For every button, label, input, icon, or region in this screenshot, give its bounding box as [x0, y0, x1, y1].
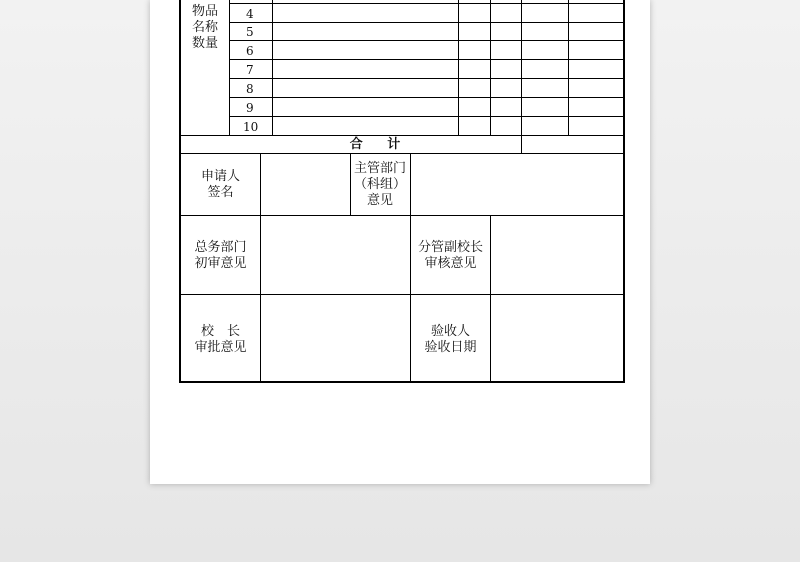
principal-label: 校 长 审批意见: [194, 324, 247, 355]
bottom-border: [179, 381, 625, 383]
acceptance-field[interactable]: [491, 295, 623, 381]
row-line: [229, 78, 624, 79]
vice-principal-field[interactable]: [491, 216, 623, 294]
row-number: 10: [243, 120, 259, 134]
vice-principal-label: 分管副校长 审核意见: [417, 240, 483, 271]
dept-opinion-label: 主管部门 （科组） 意见: [353, 161, 406, 208]
col-divider-a: [458, 0, 459, 135]
row-number: 6: [246, 44, 254, 58]
row-line: [229, 116, 624, 117]
general-affairs-label: 总务部门 初审意见: [194, 240, 247, 271]
row-line: [229, 22, 624, 23]
row-line: [229, 3, 624, 4]
form-sheet: [150, 0, 650, 484]
applicant-signature-field[interactable]: [261, 154, 350, 215]
row-number: 8: [246, 82, 254, 96]
col-divider-d: [568, 0, 569, 135]
total-label: 合 计: [349, 137, 411, 152]
row-line: [179, 135, 624, 136]
applicant-label: 申请人 签名: [200, 169, 240, 200]
general-affairs-field[interactable]: [261, 216, 410, 294]
num-col-divider: [272, 0, 273, 135]
row-number: 7: [246, 63, 254, 77]
row-number: 9: [246, 101, 254, 115]
right-border: [623, 0, 625, 383]
row-number: 4: [246, 7, 254, 21]
dept-opinion-field[interactable]: [411, 154, 623, 215]
item-label: 物品 名称 数量: [191, 4, 218, 51]
principal-approval-field[interactable]: [261, 295, 410, 381]
row-line: [229, 59, 624, 60]
row-number: 5: [246, 25, 254, 39]
item-col-divider: [229, 0, 230, 135]
acceptor-label: 验收人 验收日期: [424, 324, 477, 355]
col-divider-b: [490, 0, 491, 135]
row-line: [229, 97, 624, 98]
row-line: [229, 40, 624, 41]
